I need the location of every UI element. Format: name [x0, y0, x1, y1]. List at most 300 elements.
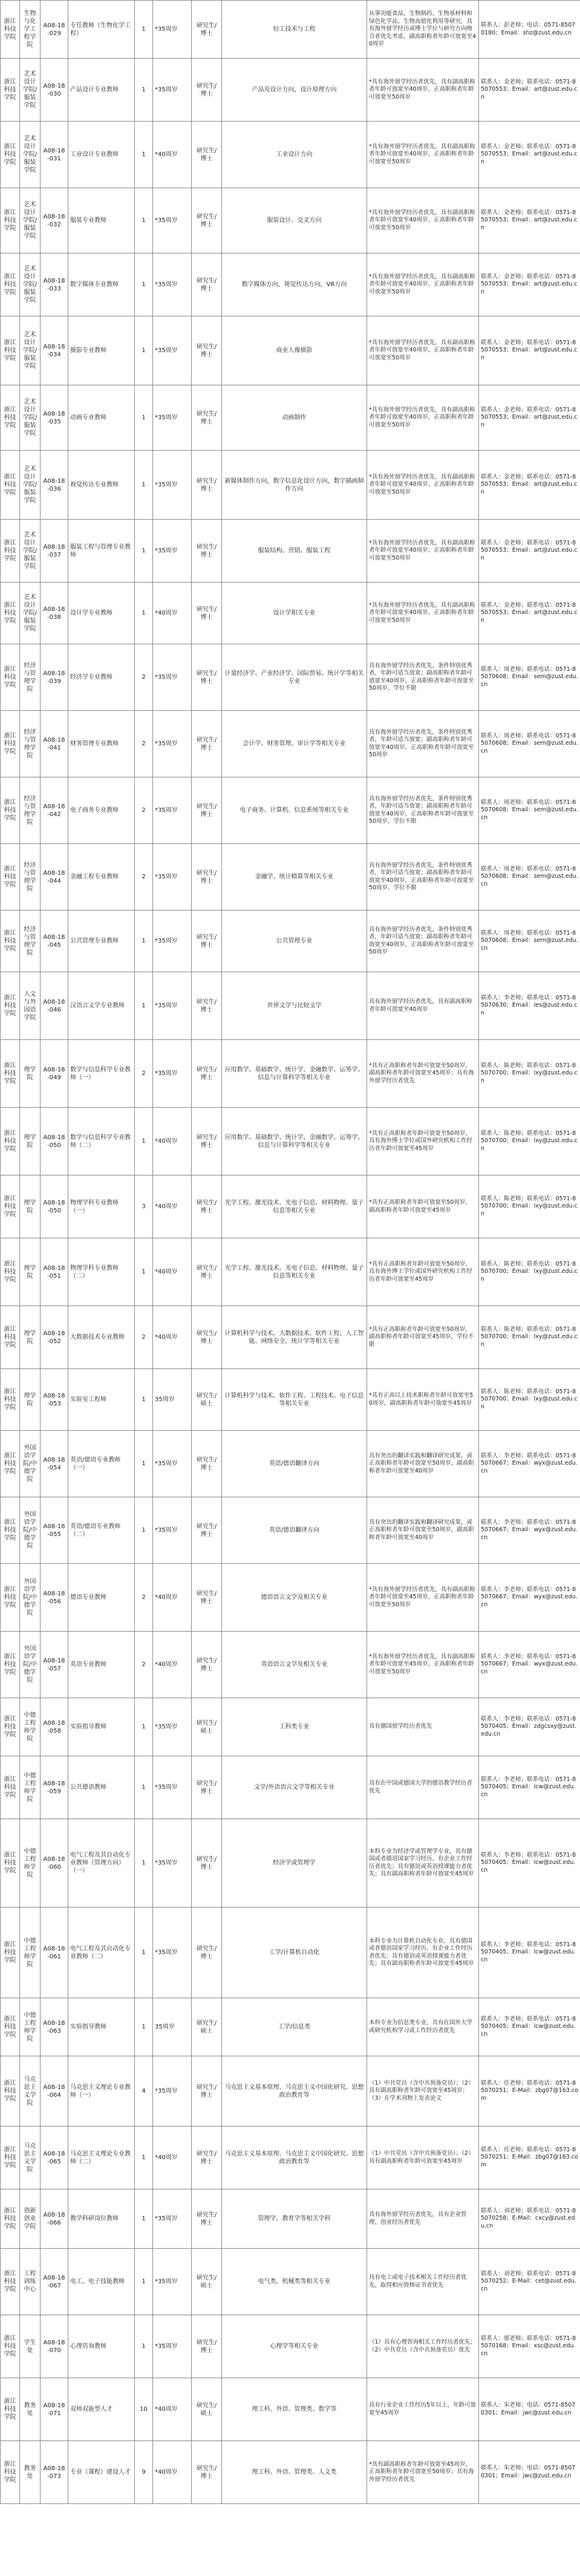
age-limit-cell: *35周岁 [153, 2249, 192, 2315]
department-cell: 教务处 [20, 2441, 41, 2504]
requirements-cell: *具有海外留学经历者优先，具有副高职称者年龄可放宽至40周岁，正高职称者年龄可放宽至50周岁 [367, 316, 479, 385]
major-cell: 服装结构、营销、服装工程 [222, 520, 367, 583]
education-cell: 研究生/博士 [192, 2127, 222, 2189]
department-cell: 理学院 [20, 1369, 41, 1431]
post-code-cell: A08-18-070 [41, 2315, 68, 2378]
age-limit-cell: *40周岁 [153, 1564, 192, 1632]
requirements-cell: 具有海外留学经历者优先，具有副高职称者年龄可放宽至40周岁 [367, 972, 479, 1040]
requirements-cell: *具有海外留学经历者优先，具有副高职称者年龄可放宽至40周岁，正高职称者年龄可放宽至50周岁 [367, 385, 479, 451]
department-cell: 外国语学院/中德学院 [20, 1632, 41, 1698]
post-name-cell: 马克思主义理论专业教师（二） [68, 2127, 135, 2189]
post-code-cell: A08-18-058 [41, 1698, 68, 1756]
department-cell: 人文与外国语学院 [20, 972, 41, 1040]
post-code-cell: A08-18-041 [41, 711, 68, 777]
post-name-cell: 财务管理专业教师 [68, 711, 135, 777]
post-code-cell: A08-18-038 [41, 583, 68, 644]
education-cell: 研究生/硕士 [192, 1998, 222, 2056]
table-row [1, 910, 580, 972]
post-name-cell: 服装专业教师 [68, 188, 135, 253]
post-name-cell: 服装工程与管理专业教师 [68, 520, 135, 583]
age-limit-cell: *40周岁 [153, 2127, 192, 2189]
age-limit-cell: *40周岁 [153, 2441, 192, 2504]
requirements-cell: *具有海外留学经历者优先，具有副高职称者年龄可放宽至40周岁，正高职称者年龄可放宽至50周岁 [367, 253, 479, 316]
major-cell: 心理学等相关专业 [222, 2315, 367, 2378]
department-cell: 工程训练中心 [20, 2249, 41, 2315]
contact-cell: 联系人：陈老师；联系电话：0571-85070700；Email：lxy@zust.edu.cn [479, 1040, 580, 1108]
headcount-cell: 2 [135, 844, 153, 910]
table-row [1, 122, 580, 188]
post-code-cell: A08-18-073 [41, 2441, 68, 2504]
headcount-cell: 9 [135, 2441, 153, 2504]
requirements-cell: 具有海外留学经历者优先，条件特别优秀者，年龄可适当放宽；副高职称者年龄可放宽至40周岁，正高职称者年龄可放宽至50周岁 [367, 910, 479, 972]
requirements-cell: *具有正高职称者年龄可放宽至50周岁，副高职称者年龄可放宽至45周岁；具有海外留学经历者优先 [367, 1040, 479, 1108]
major-cell: 马克思主义基本原理、马克思主义中国化研究、思想政治教育等 [222, 2056, 367, 2127]
headcount-cell: 1 [135, 583, 153, 644]
age-limit-cell: *35周岁 [153, 644, 192, 711]
major-cell: 工学/信息类 [222, 1998, 367, 2056]
major-cell: 世界文学与比较文学 [222, 972, 367, 1040]
post-code-cell: A08-18-031 [41, 122, 68, 188]
unit-cell: 浙江科技学院 [1, 2441, 20, 2504]
major-cell: 理工科、外语、管理类、数学等 [222, 2378, 367, 2441]
post-name-cell: 心理咨询教师 [68, 2315, 135, 2378]
education-cell: 研究生/博士 [192, 1108, 222, 1175]
headcount-cell: 1 [135, 910, 153, 972]
department-cell: 艺术设计学院/服装学院 [20, 59, 41, 122]
requirements-cell: *具有正高以上技术职称者年龄可放宽至50周岁，副高职称者年龄可放宽至45周岁 [367, 1369, 479, 1431]
post-code-cell: A08-18-049 [41, 1040, 68, 1108]
contact-cell: 联系人：彭老师；电话：0571-85070180；Email：shz@zust.edu.cn [479, 1, 580, 59]
post-name-cell: 公共德语教师 [68, 1756, 135, 1819]
post-code-cell: A08-18-032 [41, 188, 68, 253]
post-name-cell: 物理学科专业教师（二） [68, 1238, 135, 1306]
headcount-cell: 1 [135, 972, 153, 1040]
unit-cell: 浙江科技学院 [1, 2315, 20, 2378]
age-limit-cell: *35周岁 [153, 188, 192, 253]
department-cell: 艺术设计学院/服装学院 [20, 316, 41, 385]
table-row [1, 1907, 580, 1998]
post-name-cell: 大数据技术专业教师 [68, 1306, 135, 1369]
unit-cell: 浙江科技学院 [1, 316, 20, 385]
education-cell: 研究生/博士 [192, 122, 222, 188]
headcount-cell: 1 [135, 1238, 153, 1306]
post-name-cell: 电气工程及其自动化专业教师（管理方向）（一） [68, 1819, 135, 1907]
contact-cell: 联系人：周老师；联系电话：0571-85070608；Email：sem@zust.edu.cn [479, 844, 580, 910]
education-cell: 研究生/博士 [192, 2441, 222, 2504]
education-cell: 研究生/博士 [192, 1175, 222, 1238]
unit-cell: 浙江科技学院 [1, 59, 20, 122]
major-cell: 新媒体制作方向，数字信息化设计方向，数字插画制作方向 [222, 451, 367, 520]
unit-cell: 浙江科技学院 [1, 451, 20, 520]
major-cell: 产品及设计方向，设计原理方向 [222, 59, 367, 122]
post-name-cell: 德语专业教师 [68, 1564, 135, 1632]
education-cell: 研究生/博士 [192, 253, 222, 316]
department-cell: 理学院 [20, 1238, 41, 1306]
major-cell: 英语/德语翻译方向 [222, 1497, 367, 1564]
table-row [1, 2189, 580, 2249]
education-cell: 研究生/博士 [192, 385, 222, 451]
department-cell: 理学院 [20, 1108, 41, 1175]
table-row [1, 2315, 580, 2378]
department-cell: 中德工程师学院 [20, 1698, 41, 1756]
department-cell: 中德工程师学院 [20, 1819, 41, 1907]
education-cell: 研究生/博士 [192, 520, 222, 583]
department-cell: 教务处 [20, 2378, 41, 2441]
post-code-cell: A08-18-050 [41, 1175, 68, 1238]
department-cell: 艺术设计学院/服装学院 [20, 188, 41, 253]
major-cell: 电气类、机械类等相关专业 [222, 2249, 367, 2315]
major-cell: 服装设计、交叉方向 [222, 188, 367, 253]
age-limit-cell: *35周岁 [153, 711, 192, 777]
headcount-cell: 1 [135, 1698, 153, 1756]
age-limit-cell: *35周岁 [153, 844, 192, 910]
major-cell: 理工科、外语、管理类、人文类 [222, 2441, 367, 2504]
headcount-cell: 2 [135, 777, 153, 844]
department-cell: 马克思主义学院 [20, 2127, 41, 2189]
age-limit-cell: *40周岁 [153, 2378, 192, 2441]
education-cell: 研究生/硕士 [192, 1698, 222, 1756]
contact-cell: 联系人：金老师；联系电话：0571-85070553；Email：art@zust.edu.cn [479, 122, 580, 188]
contact-cell: 联系人：李老师；联系电话：0571-85070405；Email：lcw@zust.edu.cn [479, 1907, 580, 1998]
unit-cell: 浙江科技学院 [1, 1756, 20, 1819]
contact-cell: 联系人：朱老师；电话：0571-85070301；Email：jwc@zust.edu.cn [479, 2441, 580, 2504]
major-cell: 工业设计方向 [222, 122, 367, 188]
table-row [1, 2441, 580, 2504]
headcount-cell: 2 [135, 1040, 153, 1108]
post-name-cell: 英语/德语专业教师（一） [68, 1431, 135, 1497]
unit-cell: 浙江科技学院 [1, 1819, 20, 1907]
requirements-cell: 从事功能食品、生物制药、生物基材料和绿色化学品、生物高值化利用等研究，具有海外留学经历或博士学位与研究方向吻合者优先考虑，副高职称者年龄可放宽至40周岁 [367, 1, 479, 59]
post-code-cell: A08-18-065 [41, 2127, 68, 2189]
post-code-cell: A08-18-039 [41, 644, 68, 711]
post-code-cell: A08-18-055 [41, 1497, 68, 1564]
major-cell: 工学/计算机自动化 [222, 1907, 367, 1998]
headcount-cell: 1 [135, 1819, 153, 1907]
department-cell: 经济与管理学院 [20, 844, 41, 910]
contact-cell: 联系人：金老师；联系电话：0571-85070553；Email：art@zust.edu.cn [479, 188, 580, 253]
headcount-cell: 10 [135, 2378, 153, 2441]
age-limit-cell: *35周岁 [153, 2189, 192, 2249]
contact-cell: 联系人：李老师；联系电话：0571-85070667；Email：wyx@zust.edu.cn [479, 1497, 580, 1564]
post-code-cell: A08-18-057 [41, 1632, 68, 1698]
headcount-cell: 1 [135, 1108, 153, 1175]
headcount-cell: 1 [135, 520, 153, 583]
requirements-cell: *具有副高职称者年龄可放宽至45周岁，正高职称者年龄可放宽至50周岁；具有海外留学经历者优先 [367, 2441, 479, 2504]
post-code-cell: A08-18-063 [41, 1998, 68, 2056]
post-name-cell: 实验指导教师 [68, 1998, 135, 2056]
major-cell: 公共管理专业 [222, 910, 367, 972]
unit-cell: 浙江科技学院 [1, 2056, 20, 2127]
age-limit-cell: *35周岁 [153, 777, 192, 844]
age-limit-cell: *35周岁 [153, 451, 192, 520]
post-code-cell: A08-18-042 [41, 777, 68, 844]
department-cell: 外国语学院/中德学院 [20, 1431, 41, 1497]
unit-cell: 浙江科技学院 [1, 2127, 20, 2189]
requirements-cell: *具有海外留学经历者优先，具有副高职称者年龄可放宽至45周岁，正高职称者年龄可放宽至50周岁 [367, 1564, 479, 1632]
table-row [1, 1431, 580, 1497]
post-code-cell: A08-18-037 [41, 520, 68, 583]
unit-cell: 浙江科技学院 [1, 1369, 20, 1431]
requirements-cell: （1）具有心理咨询相关工作经历者优先；（2）中共党员（含中共预备党员）优先 [367, 2315, 479, 2378]
major-cell: 计算机科学与技术、软件工程、工程技术、电子信息等相关专业 [222, 1369, 367, 1431]
table-row [1, 2056, 580, 2127]
contact-cell: 联系人：金老师；联系电话：0571-85070553；Email：art@zust.edu.cn [479, 583, 580, 644]
contact-cell: 联系人：陈老师；联系电话：0571-85070700；Email：lxy@zust.edu.cn [479, 1175, 580, 1238]
requirements-cell: 具有海外留学经历者优先，条件特别优秀者，年龄可适当放宽；副高职称者年龄可放宽至40周岁，正高职称者年龄可放宽至50周岁，学位不限 [367, 777, 479, 844]
age-limit-cell: *35周岁 [153, 253, 192, 316]
contact-cell: 联系人：金老师；联系电话：0571-85070553；Email：art@zust.edu.cn [479, 520, 580, 583]
major-cell: 设计学相关专业 [222, 583, 367, 644]
post-name-cell: 摄影专业教师 [68, 316, 135, 385]
department-cell: 艺术设计学院/服装学院 [20, 385, 41, 451]
unit-cell: 浙江科技学院 [1, 122, 20, 188]
education-cell: 研究生/博士 [192, 188, 222, 253]
table-row [1, 1998, 580, 2056]
major-cell: 工科类专业 [222, 1698, 367, 1756]
requirements-cell: *具有海外留学经历者优先，具有副高职称者年龄可放宽至40周岁，正高职称者年龄可放宽至50周岁 [367, 451, 479, 520]
contact-cell: 联系人：李老师；联系电话：0571-85070405；Email：lcw@zust.edu.cn [479, 1819, 580, 1907]
department-cell: 经济与管理学院 [20, 910, 41, 972]
post-name-cell: 电气工程及其自动化专业教师（二） [68, 1907, 135, 1998]
post-code-cell: A08-18-044 [41, 844, 68, 910]
education-cell: 研究生/博士 [192, 910, 222, 972]
post-code-cell: A08-18-060 [41, 1819, 68, 1907]
unit-cell: 浙江科技学院 [1, 385, 20, 451]
education-cell: 研究生/博士 [192, 1, 222, 59]
headcount-cell: 1 [135, 1998, 153, 2056]
table-row [1, 520, 580, 583]
post-name-cell: 英语专业教师 [68, 1632, 135, 1698]
age-limit-cell: *35周岁 [153, 1497, 192, 1564]
post-code-cell: A08-18-051 [41, 1238, 68, 1306]
major-cell: 轻工技术与工程 [222, 1, 367, 59]
post-name-cell: 教学科研岗位教师 [68, 2189, 135, 2249]
requirements-cell: 具有行业企业工作经历5年以上，年龄可放宽至45周岁 [367, 2378, 479, 2441]
table-row [1, 1108, 580, 1175]
age-limit-cell: *35周岁 [153, 1819, 192, 1907]
headcount-cell: 1 [135, 1907, 153, 1998]
contact-cell: 联系人：李老师；联系电话：0571-85070630；Email：les@zust.edu.cn [479, 972, 580, 1040]
unit-cell: 浙江科技学院 [1, 1238, 20, 1306]
department-cell: 经济与管理学院 [20, 711, 41, 777]
post-code-cell: A08-18-066 [41, 2189, 68, 2249]
post-code-cell: A08-18-067 [41, 2249, 68, 2315]
major-cell: 英语语言文学及相关专业 [222, 1632, 367, 1698]
contact-cell: 联系人：金老师；联系电话：0571-85070553；Email：art@zust.edu.cn [479, 316, 580, 385]
post-name-cell: 经济学专业教师 [68, 644, 135, 711]
unit-cell: 浙江科技学院 [1, 1698, 20, 1756]
post-name-cell: 物理学科专业教师（一） [68, 1175, 135, 1238]
headcount-cell: 1 [135, 2189, 153, 2249]
contact-cell: 联系人：陈老师；联系电话：0571-85070700；Email：lxy@zust.edu.cn [479, 1369, 580, 1431]
headcount-cell: 3 [135, 1175, 153, 1238]
post-code-cell: A08-18-030 [41, 59, 68, 122]
unit-cell: 浙江科技学院 [1, 1632, 20, 1698]
requirements-cell: 具有突出的翻译实践和翻译研究成果，或正高职称者年龄可放宽至50周岁，副高职称者年龄可放宽至40周岁 [367, 1497, 479, 1564]
table-body [1, 1, 580, 2504]
table-row [1, 711, 580, 777]
education-cell: 研究生/博士 [192, 1238, 222, 1306]
unit-cell: 浙江科技学院 [1, 644, 20, 711]
unit-cell: 浙江科技学院 [1, 777, 20, 844]
department-cell: 外国语学院/中德学院 [20, 1564, 41, 1632]
major-cell: 光学工程、激光技术、光电子信息、材料物理、量子信息等相关专业 [222, 1238, 367, 1306]
contact-cell: 联系人：陈老师；联系电话：0571-85070700；Email：lxy@zust.edu.cn [479, 1238, 580, 1306]
major-cell: 应用数学、基础数学、统计学、金融数学、运筹学、信息与计算科学等相关专业 [222, 1108, 367, 1175]
education-cell: 研究生/博士 [192, 1431, 222, 1497]
contact-cell: 联系人：李老师；联系电话：0571-85070405；Email：lcw@zust.edu.cn [479, 1756, 580, 1819]
department-cell: 创新创业学院 [20, 2189, 41, 2249]
table-row [1, 1564, 580, 1632]
education-cell: 研究生/博士 [192, 2056, 222, 2127]
requirements-cell: 具有电工或电子技术相关工作经历者优先，取得相应资格证书者优先 [367, 2249, 479, 2315]
contact-cell: 联系人：郭老师；联系电话：0571-85070168；Email：xsc@zust.edu.cn [479, 2315, 580, 2378]
education-cell: 研究生/博士 [192, 644, 222, 711]
table-row [1, 1698, 580, 1756]
table-row [1, 972, 580, 1040]
headcount-cell: 2 [135, 711, 153, 777]
post-code-cell: A08-18-054 [41, 1431, 68, 1497]
department-cell: 艺术设计学院/服装学院 [20, 520, 41, 583]
requirements-cell: *具有正高职称者年龄可放宽至50周岁，副高职称者年龄可放宽至45周岁 [367, 1175, 479, 1238]
requirements-cell: 具有海外留学经历者优先，条件特别优秀者，年龄可适当放宽；副高职称者年龄可放宽至40周岁，正高职称者年龄可放宽至50周岁 [367, 711, 479, 777]
unit-cell: 浙江科技学院 [1, 2189, 20, 2249]
contact-cell: 联系人：李老师；联系电话：0571-85070667；Email：wyx@zust.edu.cn [479, 1564, 580, 1632]
table-row [1, 1497, 580, 1564]
headcount-cell: 1 [135, 2127, 153, 2189]
major-cell: 经济学或管理学 [222, 1819, 367, 1907]
table-row [1, 188, 580, 253]
requirements-cell: 具有海外留学经历者优先，条件特别优秀者，年龄可适当放宽；副高职称者年龄可放宽至40周岁，正高职称者年龄可放宽至50周岁，学位不限 [367, 644, 479, 711]
age-limit-cell: *40周岁 [153, 583, 192, 644]
education-cell: 研究生/博士 [192, 59, 222, 122]
post-name-cell: 金融工程专业教师 [68, 844, 135, 910]
department-cell: 理学院 [20, 1175, 41, 1238]
requirements-cell: 具有突出的翻译实践和翻译研究成果，或正高职称者年龄可放宽至50周岁，副高职称者年龄可放宽至40周岁 [367, 1431, 479, 1497]
major-cell: 光学工程、激光技术、光电子信息、材料物理、量子信息等相关专业 [222, 1175, 367, 1238]
age-limit-cell: *40周岁 [153, 1108, 192, 1175]
age-limit-cell: 35周岁 [153, 1998, 192, 2056]
table-row [1, 777, 580, 844]
requirements-cell: *具有海外留学经历者优先，具有副高职称者年龄可放宽至40周岁，正高职称者年龄可放宽至50周岁 [367, 59, 479, 122]
requirements-cell: *具有海外留学经历者优先，具有副高职称者年龄可放宽至45周岁，正高职称者年龄可放宽至50周岁 [367, 1632, 479, 1698]
post-name-cell: 电子商务专业教师 [68, 777, 135, 844]
post-code-cell: A08-18-071 [41, 2378, 68, 2441]
education-cell: 研究生/博士 [192, 844, 222, 910]
major-cell: 会计学、财务管理、审计学等相关专业 [222, 711, 367, 777]
department-cell: 学生处 [20, 2315, 41, 2378]
headcount-cell: 1 [135, 2249, 153, 2315]
requirements-cell: *具有海外留学经历者优先，具有副高职称者年龄可放宽至40周岁，正高职称者年龄可放宽至50周岁 [367, 188, 479, 253]
age-limit-cell: *35周岁 [153, 910, 192, 972]
headcount-cell: 1 [135, 1497, 153, 1564]
department-cell: 艺术设计学院/服装学院 [20, 253, 41, 316]
headcount-cell: 2 [135, 1306, 153, 1369]
age-limit-cell: *35周岁 [153, 1698, 192, 1756]
requirements-cell: *具有正高职称者年龄可放宽至50周岁，具有海外博士学位或国外研究机构工作经历者年龄可放宽至45周岁 [367, 1238, 479, 1306]
age-limit-cell: *35周岁 [153, 972, 192, 1040]
requirements-cell: *具有海外留学经历者优先，具有副高职称者年龄可放宽至40周岁，正高职称者年龄可放宽至50周岁 [367, 583, 479, 644]
requirements-cell: *具有正高职称者年龄可放宽至50周岁，具有海外博士学位或国外研究机构工作经历者年龄可放宽至45周岁 [367, 1108, 479, 1175]
age-limit-cell: *40周岁 [153, 1175, 192, 1238]
contact-cell: 联系人：金老师；联系电话：0571-85070553；Email：art@zust.edu.cn [479, 385, 580, 451]
department-cell: 生物与化学工程学院 [20, 1, 41, 59]
age-limit-cell: *35周岁 [153, 1040, 192, 1108]
department-cell: 理学院 [20, 1306, 41, 1369]
major-cell: 电子商务、计算机、信息系统等相关专业 [222, 777, 367, 844]
contact-cell: 联系人：陈老师；联系电话：0571-85070700；Email：lxy@zust.edu.cn [479, 1306, 580, 1369]
post-name-cell: 实验指导教师 [68, 1698, 135, 1756]
post-name-cell: 专业（课程）建设人才 [68, 2441, 135, 2504]
headcount-cell: 1 [135, 188, 153, 253]
post-code-cell: A08-18-029 [41, 1, 68, 59]
headcount-cell: 1 [135, 1, 153, 59]
post-code-cell: A08-18-064 [41, 2056, 68, 2127]
education-cell: 研究生/博士 [192, 972, 222, 1040]
department-cell: 艺术设计学院/服装学院 [20, 122, 41, 188]
post-name-cell: 实验室工程师 [68, 1369, 135, 1431]
headcount-cell: 1 [135, 451, 153, 520]
headcount-cell: 1 [135, 385, 153, 451]
table-row [1, 2378, 580, 2441]
contact-cell: 联系人：朱老师；电话：0571-85070301；Email：jwc@zust.edu.cn [479, 2378, 580, 2441]
table-row [1, 1040, 580, 1108]
post-code-cell: A08-18-052 [41, 1306, 68, 1369]
unit-cell: 浙江科技学院 [1, 2378, 20, 2441]
table-row [1, 1819, 580, 1907]
post-name-cell: 专任教师（生物化学工程） [68, 1, 135, 59]
age-limit-cell: *35周岁 [153, 385, 192, 451]
headcount-cell: 1 [135, 122, 153, 188]
department-cell: 马克思主义学院 [20, 2056, 41, 2127]
requirements-cell: 本科专业为经济学或管理学专业，具有德国或者德语国家学习经历、有企业工作经历者优先；具有德语或英语授课能力者优先；具有副高职称者年龄可放宽至45周岁 [367, 1819, 479, 1907]
unit-cell: 浙江科技学院 [1, 1108, 20, 1175]
unit-cell: 浙江科技学院 [1, 188, 20, 253]
education-cell: 研究生/博士 [192, 777, 222, 844]
education-cell: 研究生/博士 [192, 1907, 222, 1998]
unit-cell: 浙江科技学院 [1, 910, 20, 972]
headcount-cell: 1 [135, 2315, 153, 2378]
post-name-cell: 工业设计专业教师 [68, 122, 135, 188]
requirements-cell: 具有海外留学经历者优先，具有企业管理、创业经历者优先 [367, 2189, 479, 2249]
major-cell: 计量经济学、产业经济学、国际贸易、统计学等相关专业 [222, 644, 367, 711]
contact-cell: 联系人：金老师；联系电话：0571-85070553；Email：art@zust.edu.cn [479, 253, 580, 316]
contact-cell: 联系人：刘老师；联系电话：0571-85070258；E-Mail：cxcy@zust.edu.cn [479, 2189, 580, 2249]
unit-cell: 浙江科技学院 [1, 583, 20, 644]
major-cell: 计算机科学与技术、大数据技术、软件工程、人工智能、网络安全、统计学等相关专业 [222, 1306, 367, 1369]
unit-cell: 浙江科技学院 [1, 1431, 20, 1497]
table-row [1, 1632, 580, 1698]
requirements-cell: *具有海外留学经历者优先，具有副高职称者年龄可放宽至40周岁，正高职称者年龄可放宽至50周岁 [367, 122, 479, 188]
requirements-cell: 本科专业为信息类专业，具有在国外大学或研究机构学习或工作经历者优先 [367, 1998, 479, 2056]
post-name-cell: 双师双能型人才 [68, 2378, 135, 2441]
department-cell: 外国语学院/中德学院 [20, 1497, 41, 1564]
unit-cell: 浙江科技学院 [1, 1, 20, 59]
contact-cell: 联系人：李老师；联系电话：0571-85070667；Email：wyx@zust.edu.cn [479, 1632, 580, 1698]
contact-cell: 联系人：李老师；联系电话：0571-85070405；Email：zdgcsxy@zust.edu.cn [479, 1698, 580, 1756]
headcount-cell: 1 [135, 1756, 153, 1819]
education-cell: 研究生/博士 [192, 1632, 222, 1698]
age-limit-cell: *35周岁 [153, 59, 192, 122]
education-cell: 研究生/博士 [192, 1040, 222, 1108]
age-limit-cell: *40周岁 [153, 1238, 192, 1306]
post-code-cell: A08-18-033 [41, 253, 68, 316]
education-cell: 研究生/博士 [192, 583, 222, 644]
headcount-cell: 1 [135, 316, 153, 385]
unit-cell: 浙江科技学院 [1, 520, 20, 583]
requirements-cell: 本科专业为计算机自动化专业，具有德国或者德语国家学习经历、有企业工作经历者优先；具有德语或英语授课能力者优先；具有副高职称者年龄可放宽至45周岁 [367, 1907, 479, 1998]
requirements-cell: （1）中共党员（含中共预备党员）；（2）具有副高职称者年龄可放宽至45周岁 [367, 2127, 479, 2189]
